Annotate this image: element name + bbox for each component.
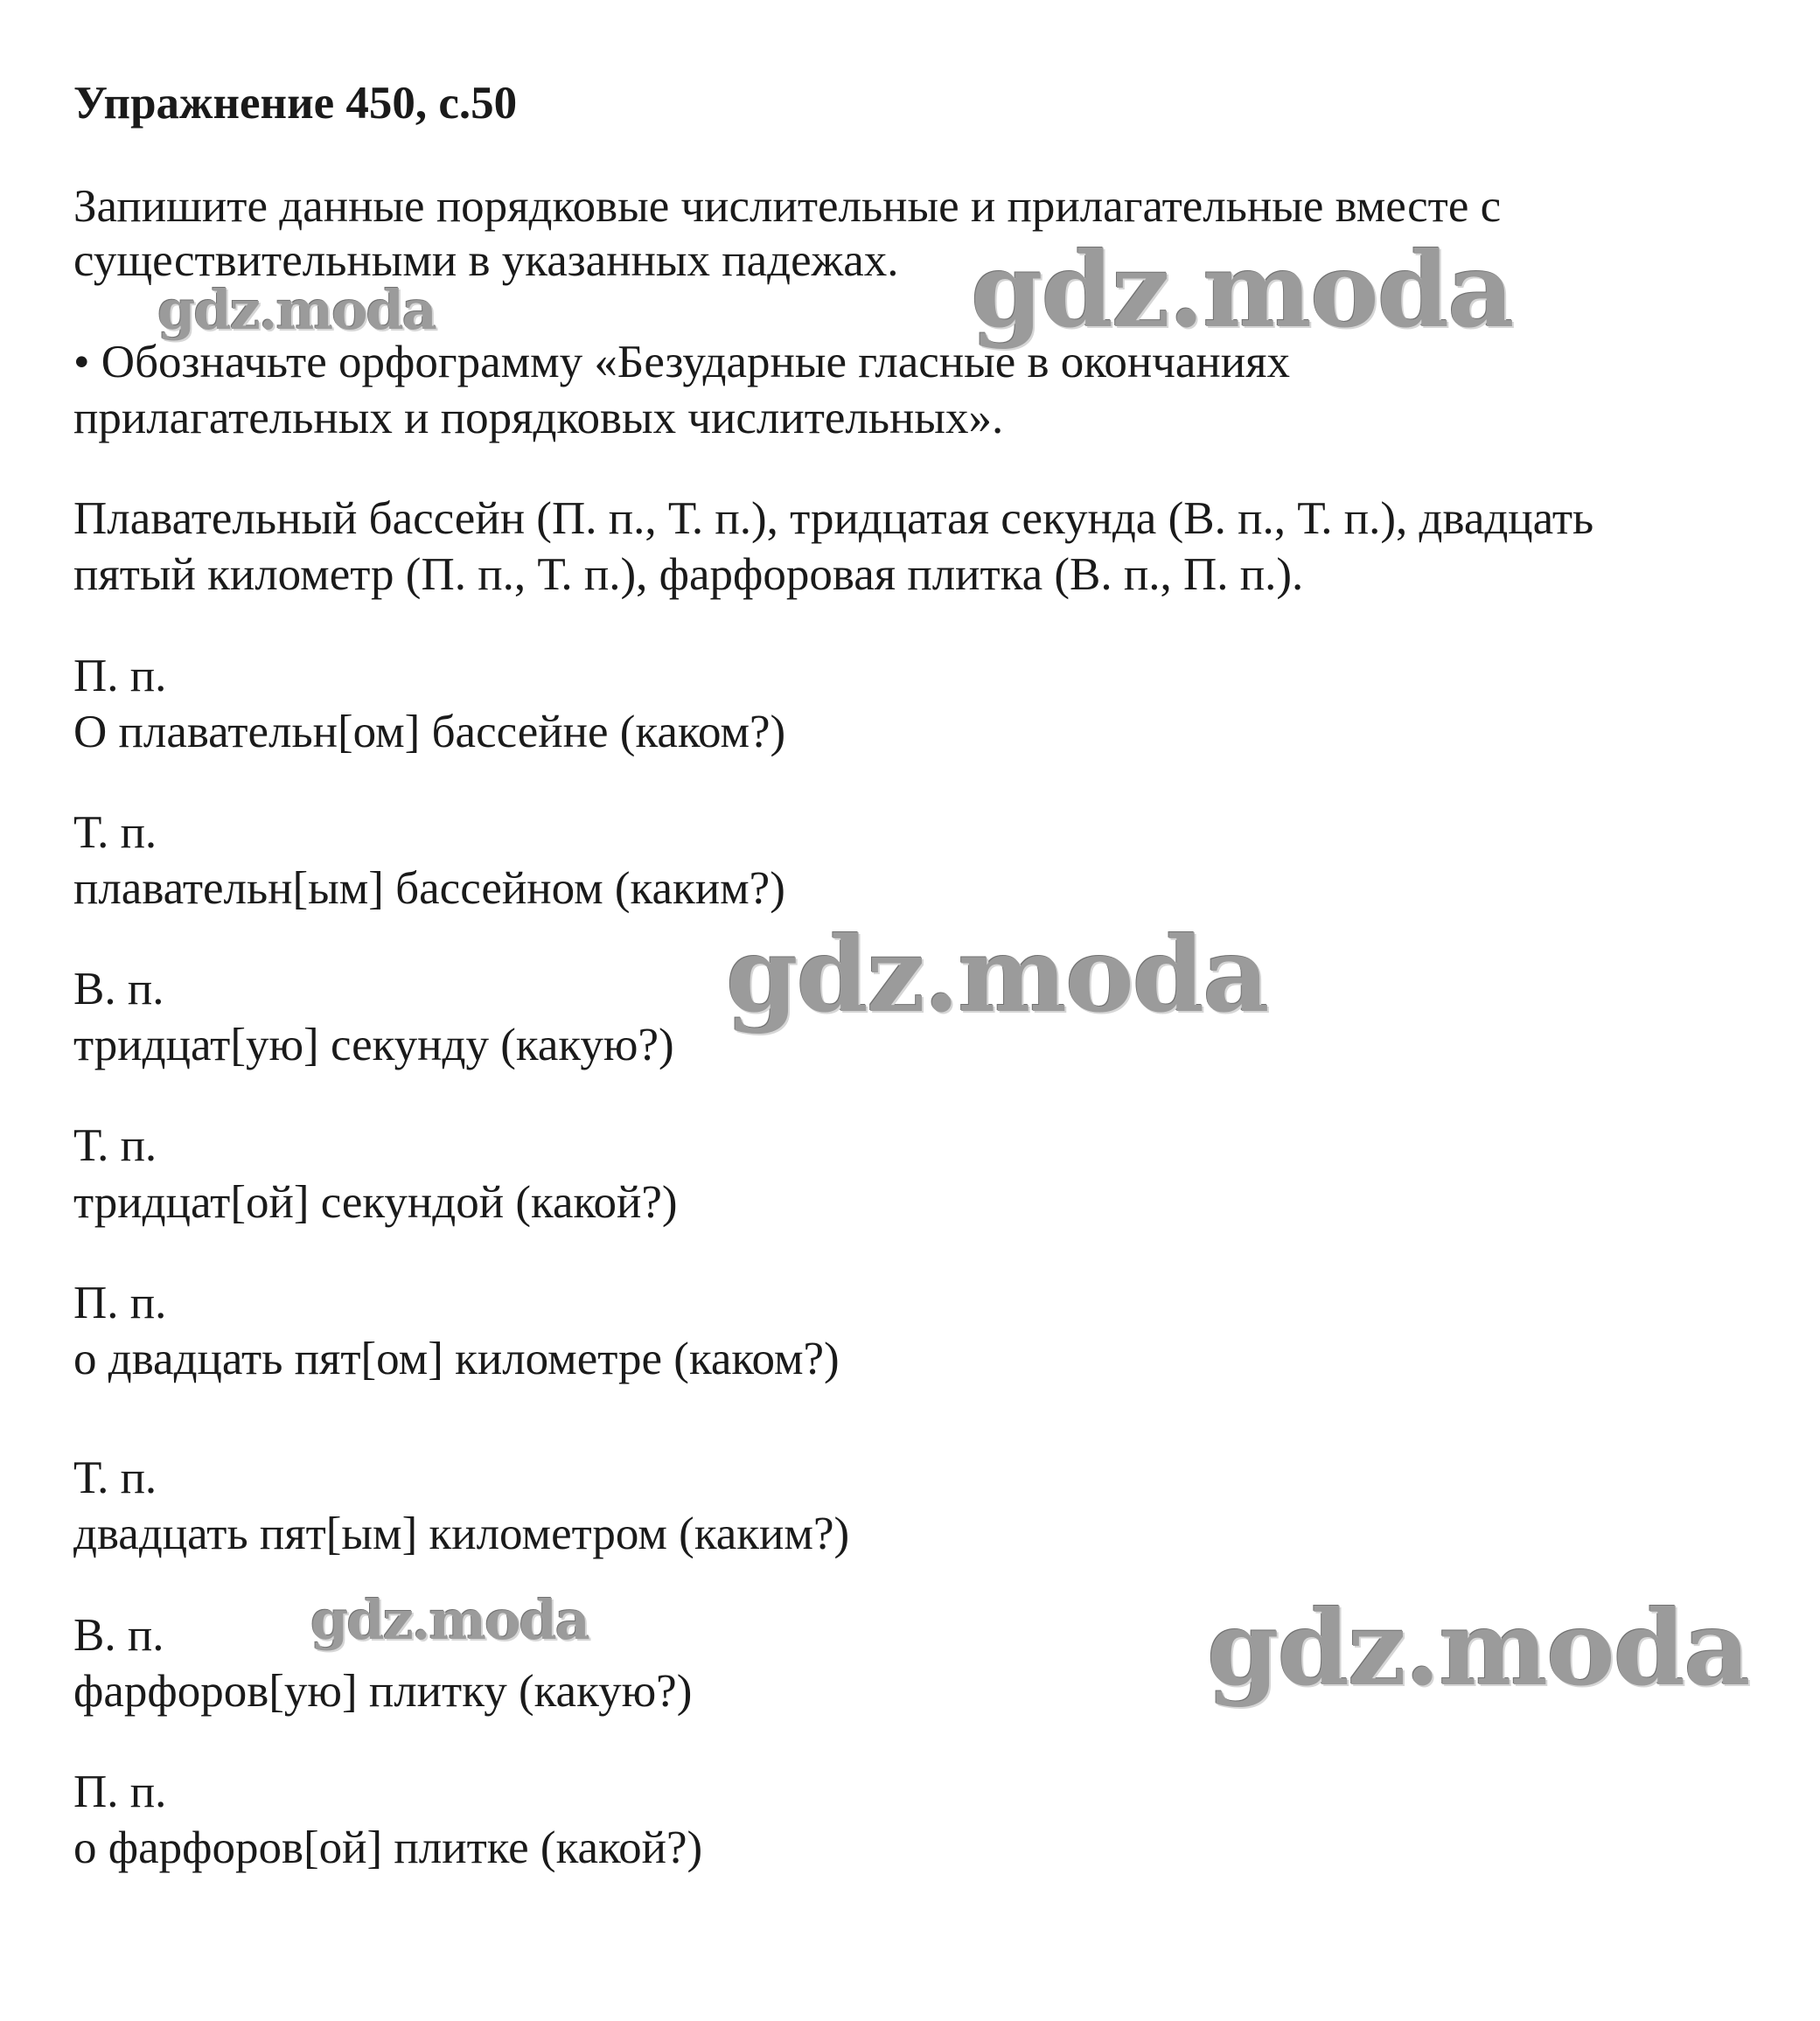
answer-phrase: о двадцать пят[ом] километре (каком?) [73, 1334, 840, 1384]
answer-case-label: П. п. [73, 651, 167, 701]
answer-case-label: П. п. [73, 1767, 167, 1817]
watermark-logo: gdz.moda [1207, 1587, 1749, 1709]
answer-phrase: плавательн[ым] бассейном (каким?) [73, 863, 785, 914]
answer-case-label: Т. п. [73, 807, 157, 858]
task-bullet-line-1: • Обозначьте орфограмму «Безударные гласные в окончаниях [73, 337, 1291, 387]
task-text-line-2: существительными в указанных падежах. [73, 235, 899, 286]
answer-phrase: тридцат[ой] секундой (какой?) [73, 1177, 678, 1228]
answer-case-label: П. п. [73, 1278, 167, 1328]
exercise-title: Упражнение 450, с.50 [73, 78, 518, 129]
answer-phrase: тридцат[ую] секунду (какую?) [73, 1020, 674, 1070]
answer-phrase: фарфоров[ую] плитку (какую?) [73, 1666, 693, 1717]
source-text-line-2: пятый километр (П. п., Т. п.), фарфоровая плитка (В. п., П. п.). [73, 549, 1304, 600]
task-text-line-1: Запишите данные порядковые числительные и прилагательные вместе с [73, 181, 1502, 232]
task-bullet-line-2: прилагательных и порядковых числительных». [73, 393, 1004, 443]
answer-case-label: Т. п. [73, 1453, 157, 1503]
answer-case-label: Т. п. [73, 1120, 157, 1171]
answer-phrase: о фарфоров[ой] плитке (какой?) [73, 1822, 703, 1873]
source-text-line-1: Плавательный бассейн (П. п., Т. п.), тридцатая секунда (В. п., Т. п.), двадцать [73, 493, 1594, 544]
watermark-logo: gdz.moda [971, 229, 1513, 351]
answer-case-label: В. п. [73, 1610, 164, 1661]
answer-case-label: В. п. [73, 964, 164, 1014]
watermark-logo: gdz.moda [310, 1588, 589, 1652]
answer-phrase: двадцать пят[ым] километром (каким?) [73, 1509, 850, 1559]
answer-phrase: О плавательн[ом] бассейне (каком?) [73, 707, 786, 757]
watermark-logo: gdz.moda [157, 278, 436, 342]
watermark-logo: gdz.moda [726, 914, 1268, 1035]
